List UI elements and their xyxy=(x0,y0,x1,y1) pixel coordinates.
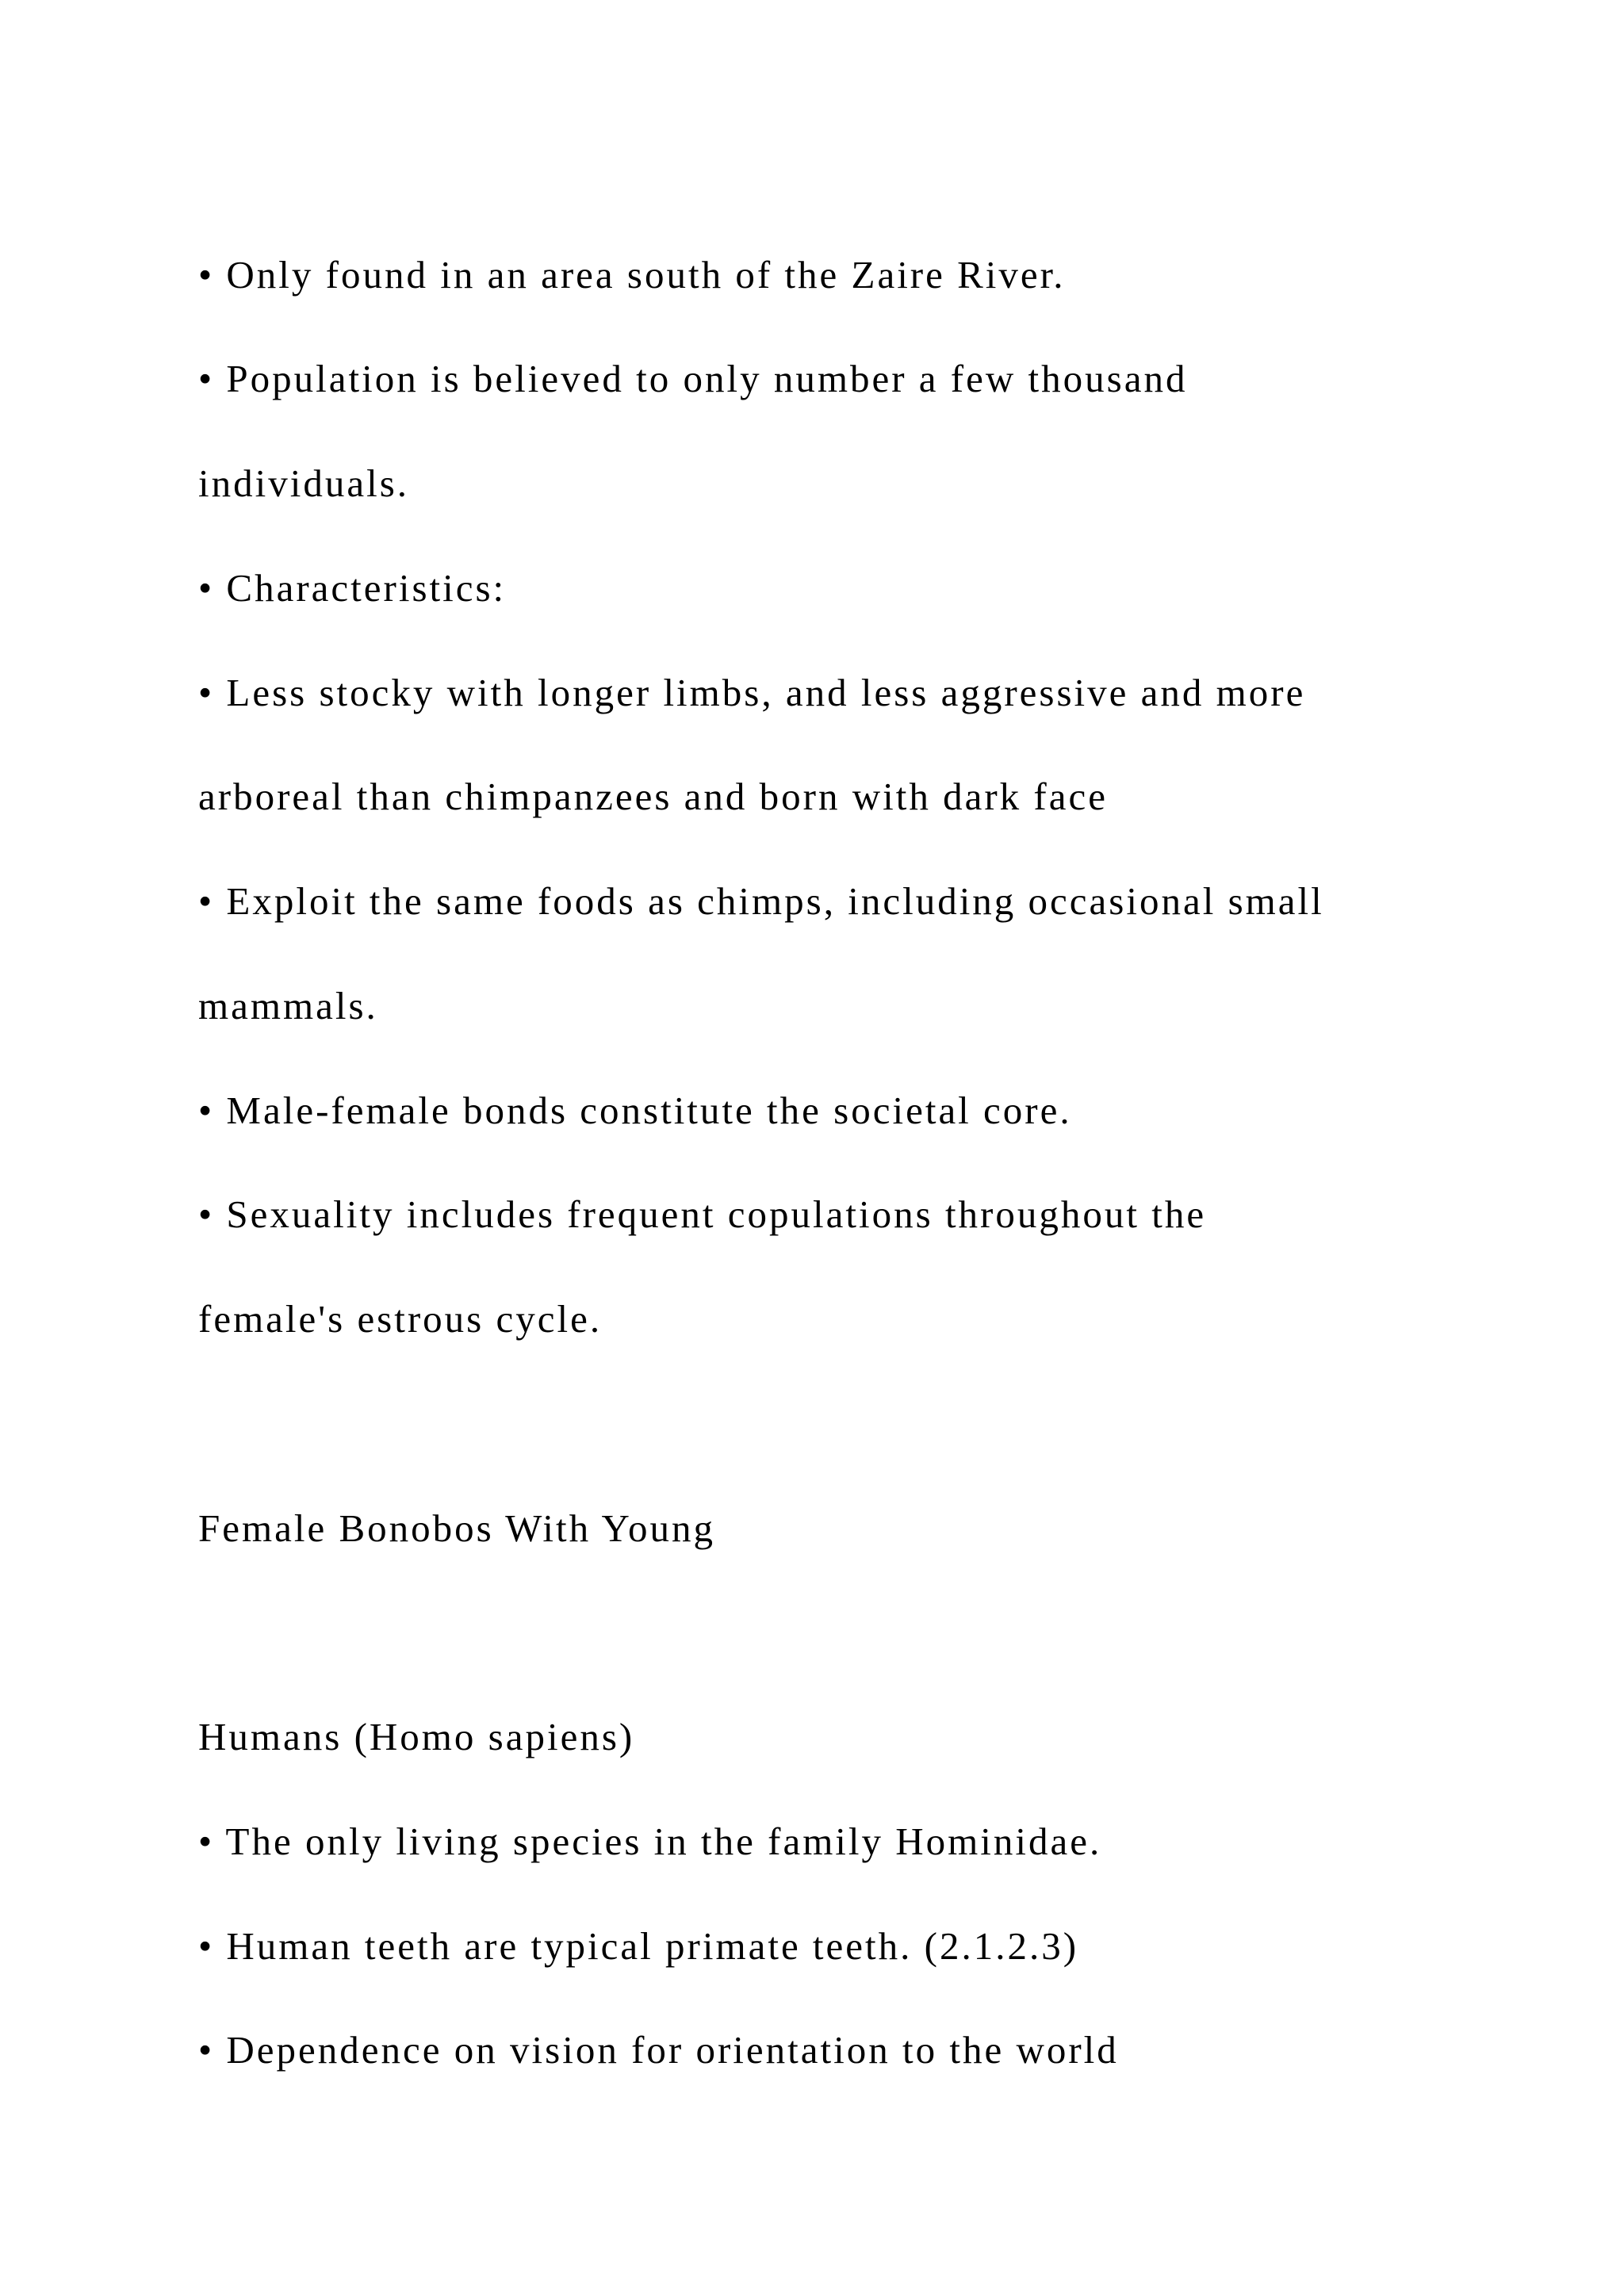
text-line-zaire-river: • Only found in an area south of the Zaire River. xyxy=(198,253,1066,297)
text-line-less-stocky: • Less stocky with longer limbs, and less aggressive and more xyxy=(198,671,1306,714)
text-line-exploit-foods-cont: mammals. xyxy=(198,984,378,1027)
text-line-sexuality: • Sexuality includes frequent copulations throughout the xyxy=(198,1192,1207,1236)
text-line-less-stocky-cont: arboreal than chimpanzees and born with dark face xyxy=(198,775,1108,818)
text-line-characteristics: • Characteristics: xyxy=(198,566,507,610)
text-line-human-teeth: • Human teeth are typical primate teeth. (2.1.2.3) xyxy=(198,1924,1079,1968)
section-heading-humans: Humans (Homo sapiens) xyxy=(198,1715,635,1758)
text-line-exploit-foods: • Exploit the same foods as chimps, including occasional small xyxy=(198,879,1324,923)
text-line-sexuality-cont: female's estrous cycle. xyxy=(198,1297,603,1341)
text-line-population: • Population is believed to only number a few thousand xyxy=(198,357,1188,400)
section-heading-female-bonobos: Female Bonobos With Young xyxy=(198,1506,716,1550)
text-line-male-female-bonds: • Male-female bonds constitute the societal core. xyxy=(198,1089,1072,1132)
text-line-hominidae: • The only living species in the family Hominidae. xyxy=(198,1820,1102,1863)
text-line-population-cont: individuals. xyxy=(198,461,410,505)
text-line-vision: • Dependence on vision for orientation to the world xyxy=(198,2028,1119,2072)
